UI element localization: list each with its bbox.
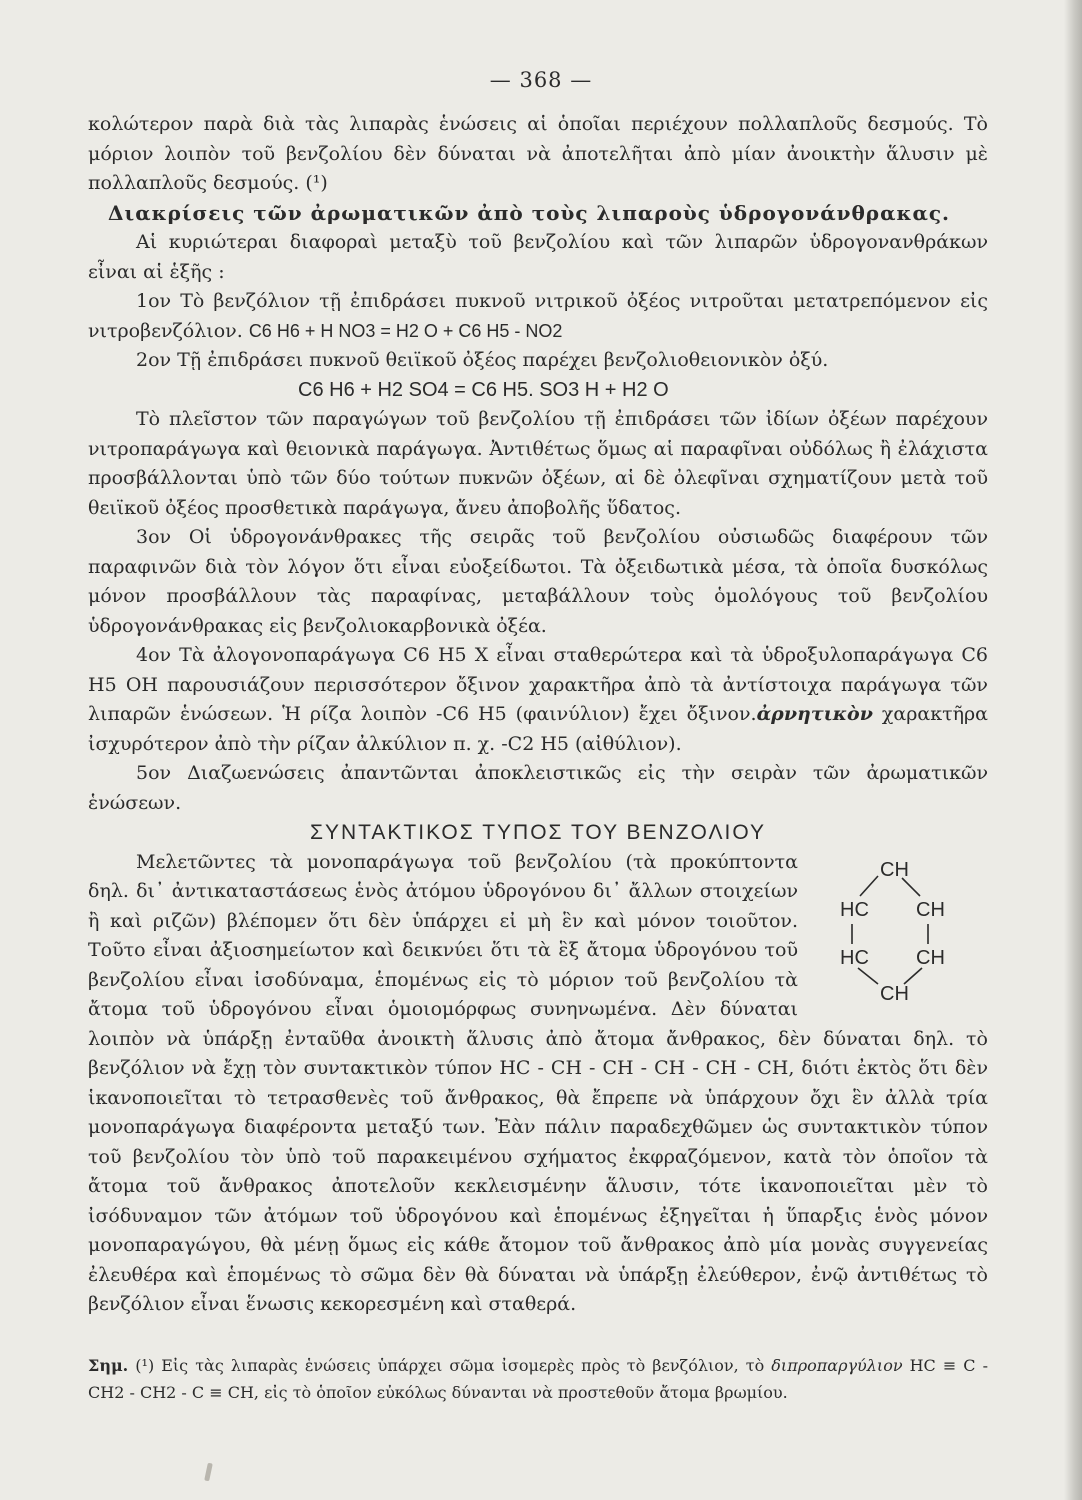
item-4-text-b: χαρακτῆρα ἰσχυρότερον ἀπὸ τὴν ρίζαν ἀλκύλιον π. χ. -C2 H5 (αἰθύλιον). xyxy=(88,703,988,755)
ring-atom-bottom: CH xyxy=(880,982,909,1004)
page-edge xyxy=(1064,0,1082,1500)
footnote-italic: διπροπαργύλιον xyxy=(771,1356,903,1375)
ring-bond-1 xyxy=(860,876,878,896)
item-4-text-a: 4ον Τὰ ἀλογονοπαράγωγα C6 H5 X εἶναι σταθερώτερα καὶ τὰ ὑδροξυλοπαράγωγα C6 H5 OH παρουσιάζουν περισσότερον ὄξινον χαρακτῆρα ἀπὸ τὰ ἀντίστοιχα παράγωγα τῶν λιπαρῶν ἑνώσεων. Ἡ ρίζα λοιπὸν -C6 H5 (φαινύλιον) ἔχει ὄξινον. xyxy=(88,644,988,725)
footnote-text-b: HC ≡ C - CH2 - CH2 - C ≡ CH, εἰς τὸ ὁποῖον εὐκόλως δύνανται νὰ προστεθοῦν ἄτομα βρωμίου. xyxy=(88,1356,988,1402)
footnote xyxy=(88,1352,988,1406)
ring-atom-upper-left: HC xyxy=(840,898,869,921)
ring-atom-upper-right: CH xyxy=(916,898,945,921)
ring-bond-2 xyxy=(902,878,920,896)
item-3: 3ον Οἱ ὑδρογονάνθρακες τῆς σειρᾶς τοῦ βενζολίου οὐσιωδῶς διαφέρουν τῶν παραφινῶν διὰ τὸν λόγον ὅτι εἶναι εὐοξείδωτοι. Τὰ ὀξειδωτικὰ μέσα, τὰ ὁποῖα δυσκόλως μόνον προσβάλλουν τὰς παραφίνας, μεταβάλλουν τοὺς ὁμολόγους τοῦ βενζολίου ὑδρογονάνθρακας εἰς βενζολιοκαρβονικὰ ὀξέα. xyxy=(88,526,988,637)
item-4-emphasis: ἀρνητικὸν xyxy=(756,703,873,725)
section-heading: Διακρίσεις τῶν ἀρωματικῶν ἀπὸ τοὺς λιπαροὺς ὑδρογονάνθρακας. xyxy=(108,200,951,225)
page-number: — 368 — xyxy=(489,68,593,92)
item-2-formula: C6 H6 + H2 SO4 = C6 H5. SO3 H + H2 O xyxy=(298,378,669,401)
ring-atom-top: CH xyxy=(880,858,909,881)
paragraph-differences: Αἱ κυριώτεραι διαφοραὶ μεταξὺ τοῦ βενζολίου καὶ τῶν λιπαρῶν ὑδρογονανθράκων εἶναι αἱ ἑξῆς : xyxy=(88,231,988,283)
footnote-label: Σημ. xyxy=(88,1356,129,1375)
item-1-text: 1ον Τὸ βενζόλιον τῇ ἐπιδράσει πυκνοῦ νιτρικοῦ ὀξέος νιτροῦται μετατρεπόμενον εἰς νιτροβενζόλιον. xyxy=(88,290,988,342)
item-5: 5ον Διαζωενώσεις ἀπαντῶνται ἀποκλειστικῶς εἰς τὴν σειρὰν τῶν ἀρωματικῶν ἑνώσεων. xyxy=(88,762,988,814)
item-2-text: 2ον Τῇ ἐπιδράσει πυκνοῦ θειϊκοῦ ὀξέος παρέχει βενζολιοθειονικὸν ὀξύ. xyxy=(136,349,829,371)
ring-bond-5 xyxy=(858,968,878,984)
benzene-ring-svg xyxy=(818,854,988,1004)
paragraph-acids: Τὸ πλεῖστον τῶν παραγώγων τοῦ βενζολίου τῇ ἐπιδράσει τῶν ἰδίων ὀξέων παρέχουν νιτροπαράγωγα καὶ θειονικὰ παράγωγα. Ἀντιθέτως ὅμως αἱ παραφῖναι οὐδόλως ἢ ἐλάχιστα προσβάλλονται ὑπὸ τῶν δύο τούτων πυκνῶν ὀξέων, αἱ δὲ ὀλεφῖναι σχηματίζουν μετὰ τοῦ θειϊκοῦ ὀξέος προσθετικὰ παράγωγα, ἄνευ ἀποβολῆς ὕδατος. xyxy=(88,408,988,519)
item-1 xyxy=(88,287,988,346)
ring-bond-6 xyxy=(904,968,922,984)
ring-atom-lower-right: CH xyxy=(916,946,945,969)
paragraph-structure: Μελετῶντες τὰ μονοπαράγωγα τοῦ βενζολίου (τὰ προκύπτοντα δηλ. δι᾽ ἀντικαταστάσεως ἑνὸς ἀτόμου ὑδρογόνου δι᾽ ἄλλων στοιχείων ἢ καὶ ριζῶν) βλέπομεν ὅτι δὲν ὑπάρχει εἰ μὴ ἓν καὶ μόνον τοιοῦτον. Τοῦτο εἶναι ἀξιοσημείωτον καὶ δεικνύει ὅτι τὰ ἓξ ἄτομα ὑδρογόνου τοῦ βενζολίου εἶναι ἰσοδύναμα, ἑπομένως εἰς τὸ μόριον τοῦ βενζολίου τὰ ἄτομα τοῦ ὑδρογόνου εἶναι ὁμοιομόρφως συνηνωμένα. Δὲν δύναται λοιπὸν νὰ ὑπάρξῃ ἐνταῦθα ἀνοικτὴ ἅλυσις ἀπὸ ἄτομα ἄνθρακος, δὲν δύναται δηλ. τὸ βενζόλιον νὰ ἔχῃ τὸν συντακτικὸν τύπον HC - CH - CH - CH - CH - CH, διότι ἐκτὸς ὅτι δὲν ἱκανοποιεῖται τὸ τετρασθενὲς τοῦ ἄνθρακος, θὰ ἔπρεπε νὰ ὑπάρχουν ὄχι ἓν ἀλλὰ τρία μονοπαράγωγα διαφέροντα μεταξύ των. Ἐὰν πάλιν παραδεχθῶμεν ὡς συντακτικὸν τύπον τοῦ βενζολίου τὸν ὑπὸ τοῦ παρακειμένου σχήματος ἐκφραζόμενον, κατὰ τὸν ὁποῖον τὰ ἄτομα τοῦ ἄνθρακος ἀποτελοῦν κεκλεισμένην ἅλυσιν, τότε ἱκανοποιεῖται μὲν τὸ ἰσόδυναμον τῶν ἀτόμων τοῦ ὑδρογόνου καὶ ἑπομένως ἐξηγεῖται ἡ ὕπαρξις ἑνὸς μόνον μονοπαραγώγου, θὰ μένῃ ὅμως εἰς κάθε ἄτομον τοῦ ἄνθρακος ἀπὸ μία μονὰς συγγενείας ἐλευθέρα καὶ ἑπομένως τὸ σῶμα δὲν θὰ δύναται νὰ ὑπάρξῃ ἐλεύθερον, ἐνῷ ἀντιθέτως τὸ βενζόλιον εἶναι ἕνωσις κεκορεσμένη καὶ σταθερά. xyxy=(88,850,988,1315)
paragraph-intro: κολώτερον παρὰ διὰ τὰς λιπαρὰς ἑνώσεις αἱ ὁποῖαι περιέχουν πολλαπλοῦς δεσμούς. Τὸ μόριον λοιπὸν τοῦ βενζολίου δὲν δύναται νὰ ἀποτελῆται ἀπὸ μίαν ἀνοικτὴν ἅλυσιν μὲ πολλαπλοῦς δεσμούς. (¹) xyxy=(88,113,988,194)
ring-atom-lower-left: HC xyxy=(840,946,869,969)
structural-formula-title: ΣΥΝΤΑΚΤΙΚΟΣ ΤΥΠΟΣ ΤΟΥ ΒΕΝΖΟΛΙΟΥ xyxy=(309,821,767,844)
ink-mark xyxy=(204,1463,213,1482)
page-body xyxy=(88,110,988,1320)
item-4 xyxy=(88,641,988,759)
footnote-text-a: (¹) Εἰς τὰς λιπαρὰς ἑνώσεις ὑπάρχει σῶμα ἰσομερὲς πρὸς τὸ βενζόλιον, τὸ xyxy=(128,1356,772,1375)
item-1-formula: C6 H6 + H NO3 = H2 O + C6 H5 - NO2 xyxy=(248,320,563,341)
benzene-ring-diagram xyxy=(818,854,988,1004)
